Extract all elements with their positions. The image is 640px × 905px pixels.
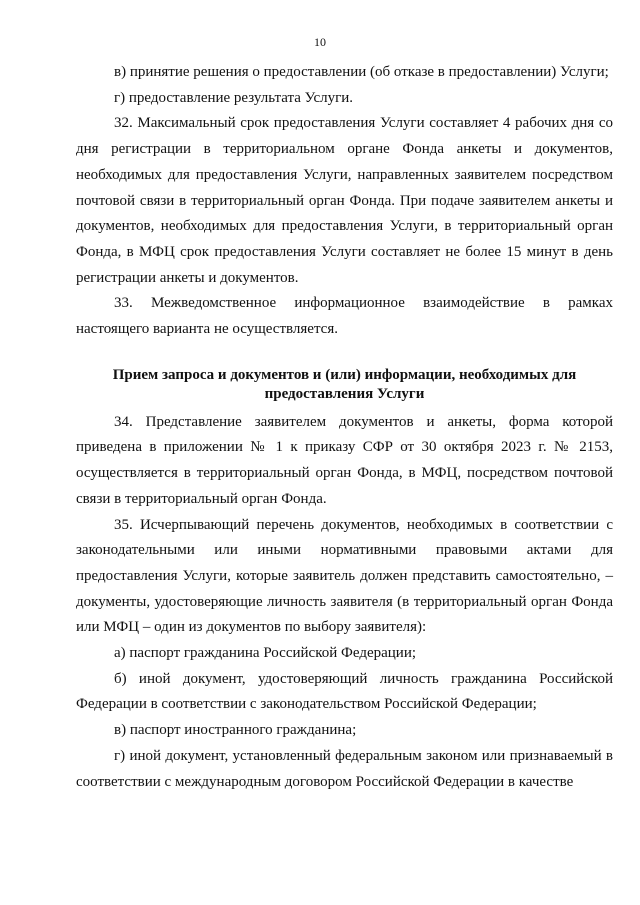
paragraph-32: 32. Максимальный срок предоставления Услуги составляет 4 рабочих дня со дня регистрации в территориальном органе Фонда анкеты и документов, необходимых для предоставления Услуги, направленных заявителем посредством почтовой связи в территориальный орган Фонда. При подаче заявителем анкеты и документов, необходимых для предоставления Услуги, в территориальный орган Фонда, в МФЦ срок предоставления Услуги составляет не более 15 минут в день регистрации анкеты и документов. (76, 115, 613, 286)
section-heading: Прием запроса и документов и (или) информации, необходимых для предоставления Услуги (112, 366, 577, 402)
document-body (76, 60, 613, 795)
paragraph-33: 33. Межведомственное информационное взаимодействие в рамках настоящего варианта не осуществляется. (76, 295, 613, 338)
list-item-v: в) паспорт иностранного гражданина; (114, 722, 357, 739)
page-number: 10 (314, 35, 326, 49)
paragraph-item-g: г) предоставление результата Услуги. (114, 89, 354, 106)
list-item-b: б) иной документ, удостоверяющий личность гражданина Российской Федерации в соответствии с законодательством Российской Федерации; (76, 670, 613, 713)
paragraph-35: 35. Исчерпывающий перечень документов, необходимых в соответствии с законодательными или иными нормативными правовыми актами для предоставления Услуги, которые заявитель должен представить самостоятельно, – документы, удостоверяющие личность заявителя (в территориальный орган Фонда или МФЦ – один из документов по выбору заявителя): (76, 516, 613, 636)
paragraph-34: 34. Представление заявителем документов и анкеты, форма которой приведена в приложении № 1 к приказу СФР от 30 октября 2023 г. № 2153, осуществляется в территориальный орган Фонда, в МФЦ, посредством почтовой связи в территориальный орган Фонда. (76, 413, 613, 507)
paragraph-item-v: в) принятие решения о предоставлении (об отказе в предоставлении) Услуги; (114, 64, 609, 80)
list-item-a: а) паспорт гражданина Российской Федерации; (114, 645, 417, 662)
list-item-g: г) иной документ, установленный федеральным законом или признаваемый в соответствии с международным договором Российской Федерации в качестве (76, 747, 613, 790)
